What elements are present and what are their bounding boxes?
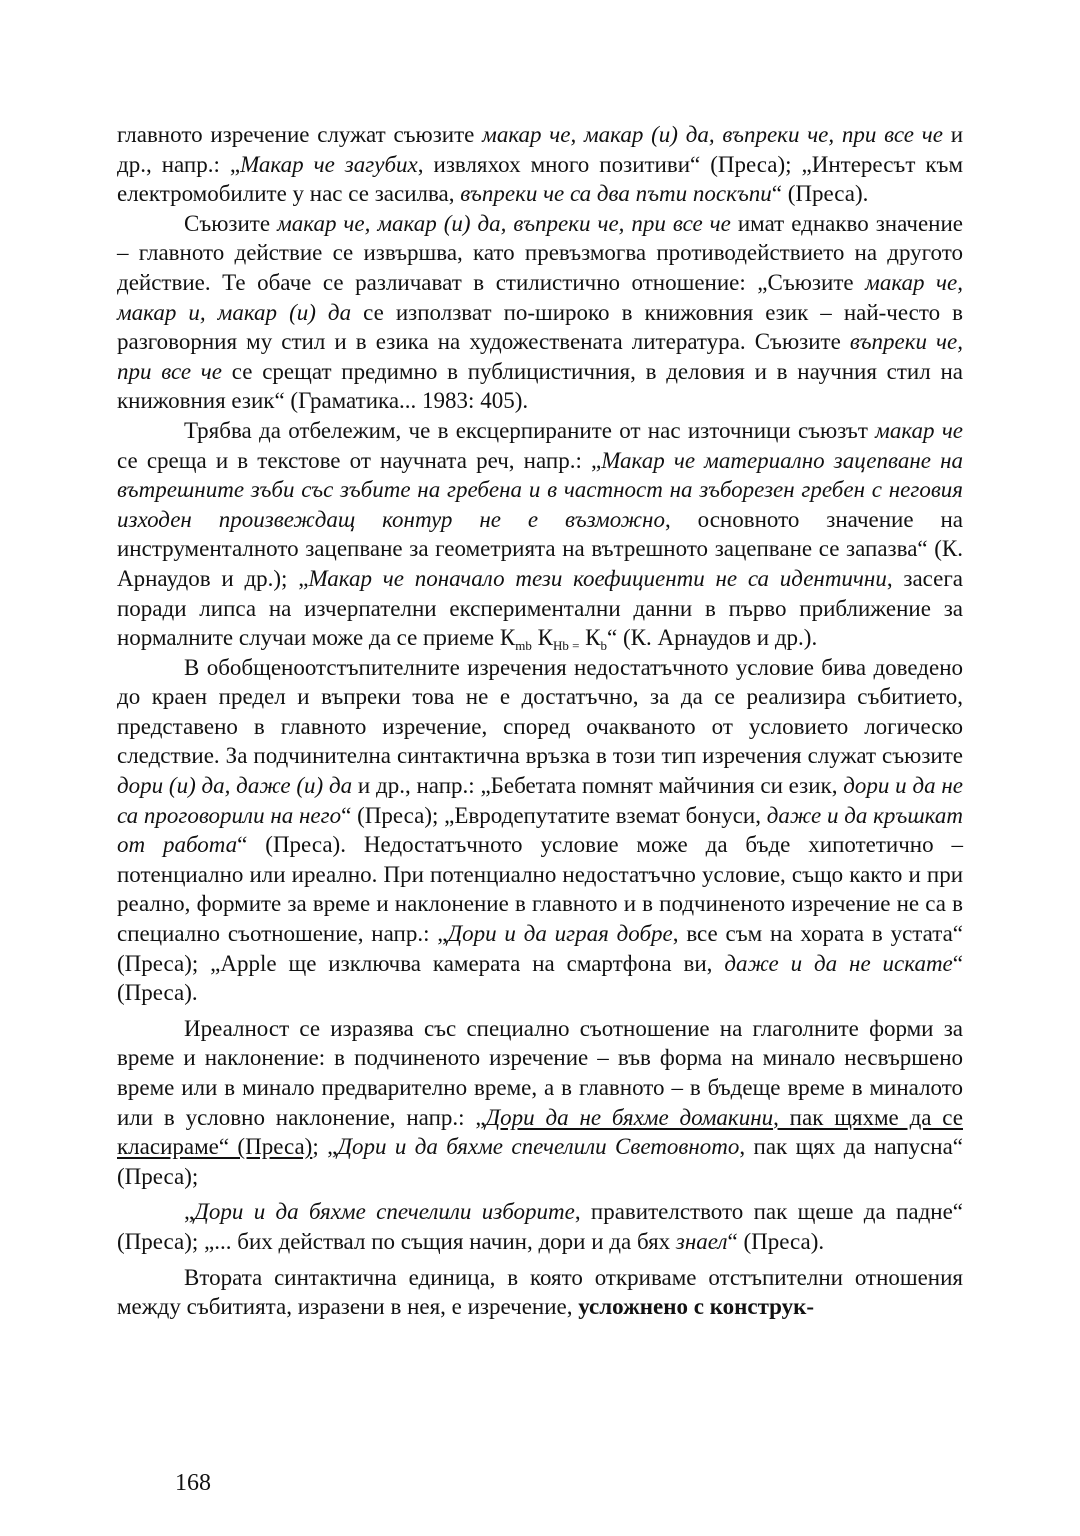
text-run: , правителството пак щеше да падне“ (Преса); „... бих действал по същия начин, дори и да бях (117, 1199, 964, 1254)
text-run: се срещат предимно в публицистичния, в деловия и в научния стил на книжовния език“ (Граматика... 1983: 405). (117, 358, 963, 414)
text-run: Съюзите (184, 210, 278, 236)
text-run: главното изречение служат съюзите (117, 122, 483, 147)
text-run: , извляхох много позитиви“ (Преса); „Интересът към електромобилите у нас се засилва, (117, 151, 963, 207)
subscript-hb: Hb = (552, 638, 580, 654)
italic-run: Макар че поначало тези коефициенти не са идентични (308, 565, 887, 591)
italic-run: макар че, макар (и) да, въпреки че, при все че (482, 122, 943, 147)
text-run: и др., напр.: „ (117, 122, 963, 177)
italic-run: въпреки че, при все че (117, 329, 963, 384)
page-number: 168 (175, 1470, 211, 1496)
italic-run: макар че, макар и, макар (и) да (117, 269, 963, 325)
italic-run: дори и да не са проговорили на него (117, 773, 963, 828)
text-run: ; „ (312, 1134, 338, 1160)
italic-run: дори (и) да, даже (и) да (117, 773, 353, 799)
italic-run: макар че (875, 417, 964, 443)
text-run: К (531, 625, 553, 651)
italic-run: знаел (675, 1228, 728, 1254)
paragraph-6 (117, 1197, 963, 1256)
italic-run: даже и да не искате (724, 950, 953, 976)
page-body (117, 120, 963, 1322)
text-run: , засега поради липса на изчерпателни експериментални данни в първо приближение за нормалните случаи може да се приеме К (117, 565, 963, 651)
text-run: и др., напр.: „Бебетата помнят майчиния си език, (352, 773, 844, 799)
subscript-mb: mb (515, 638, 532, 654)
paragraph-2 (117, 209, 963, 416)
italic-run: Дори и да бяхме спечелили Световното (337, 1134, 740, 1160)
paragraph-5 (117, 1014, 963, 1192)
italic-run: Макар че материално зацепване на вътрешните зъби със зъбите на гребена и в частност на зъборезен гребен с неговия изходен произвеждащ контур не е възможно (117, 447, 964, 532)
text-run: , основното значение на инструменталното зацепване за геометрията на вътрешното зацепване се запазва“ (К. Арнаудов и др.); „ (117, 506, 963, 591)
text-run: , пак щях да напусна“ (Преса); (117, 1134, 963, 1189)
italic-run: Дори да не бяхме домакини (485, 1104, 774, 1130)
paragraph-7 (117, 1263, 963, 1322)
text-run: “ (Преса); „Евродепутатите вземат бонуси, (341, 802, 767, 828)
italic-run: макар че, макар (и) да, въпреки че, при все че (277, 210, 731, 236)
text-run: Втората синтактична единица, в която откриваме отстъпителни отношения между събитията, изразени в нея, е изречение, (117, 1264, 963, 1320)
bold-run: усложнено с конструк- (578, 1294, 815, 1320)
italic-run: Макар че загубих (240, 151, 418, 177)
text-run: , пак щяхме да се класираме“ (Преса) (117, 1104, 963, 1160)
text-run: “ (Преса). (727, 1228, 825, 1254)
paragraph-3 (117, 416, 963, 653)
italic-run: Дори и да бяхме спечелили изборите (194, 1199, 575, 1225)
text-run: се използват по-широко в книжовния език – най-често в разговорния му стил и в езика на художествената литература. Съюзите (117, 299, 963, 355)
text-run: , все съм на хората в устата“ (Преса); „Apple ще изключва камерата на смартфона ви, (117, 921, 963, 976)
text-run: В обобщеноотстъпителните изречения недостатъчното условие бива доведено до краен предел и въпреки това не е достатъчно, за да се реализира събитието, представено в главното изречение, според очакваното от условието логическо следствие. За подчинителна синтактична връзка в този тип изречения служат съюзите (117, 654, 963, 769)
italic-run: въпреки че са два пъти поскъпи (460, 181, 772, 207)
text-run: се среща и в текстове от научната реч, напр.: „ (117, 447, 602, 473)
text-run: К (579, 625, 601, 651)
text-run: имат еднакво значение – главното действие се извършва, като превъзмогва противодействието на другото действие. Те обаче се различават в стилистично отношение: „Съюзите (117, 210, 964, 295)
text-run: Трябва да отбележим, че в ексцерпираните от нас източници съюзът (184, 417, 876, 443)
text-run: “ (Преса). Недостатъчното условие може да бъде хипотетично – потенциално или иреално. При потенциално недостатъчно условие, също както и при реално, формите за време и наклонение в главното и в подчиненото изречение не са в специално съотношение, напр.: „ (117, 832, 963, 947)
paragraph-1 (117, 120, 963, 209)
text-run: “ (К. Арнаудов и др.). (607, 625, 818, 651)
text-run: „ (184, 1199, 195, 1225)
text-run: “ (Преса). (771, 181, 869, 207)
italic-run: даже и да кръшкат от работа (117, 802, 963, 858)
subscript-b: b (600, 638, 608, 654)
text-run: “ (Преса). (117, 950, 963, 1006)
paragraph-4 (117, 653, 963, 1008)
italic-run: Дори и да играя добре (447, 921, 673, 947)
text-run: Иреалност се изразява със специално съотношение на глаголните форми за време и наклонение: в подчиненото изречение – във форма на минало несвършено време или в минало предварително време, а в главното – в бъдеще време в миналото или в условно наклонение, напр.: „ (117, 1015, 963, 1130)
